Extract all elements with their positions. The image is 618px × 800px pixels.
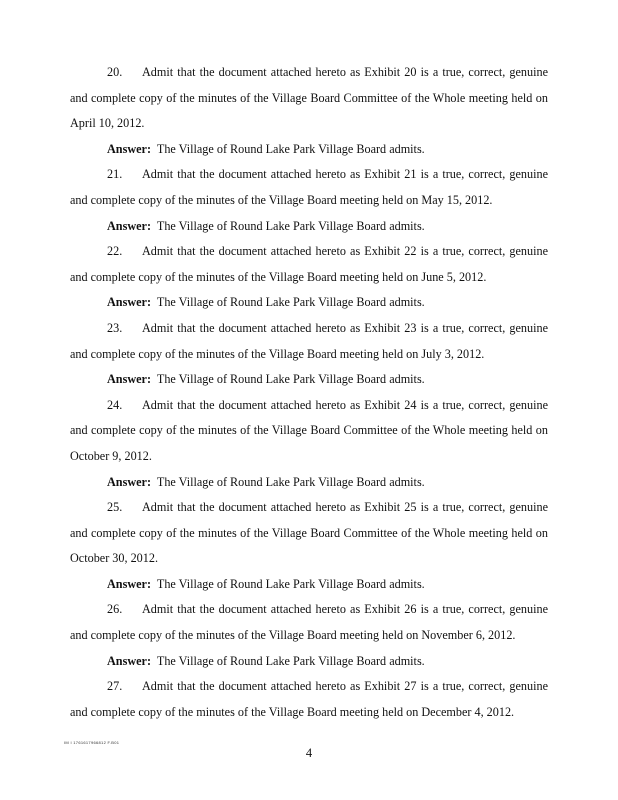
request-text: Admit that the document attached hereto as Exhibit 27 is a true, correct, genuine and complete copy of the minutes of the Village Board meeting held on December 4, 2012. (70, 679, 548, 719)
request-number: 27. (107, 679, 123, 694)
request-number: 20. (107, 65, 123, 79)
answer-label: Answer: (107, 653, 152, 668)
answer-label: Answer: (107, 372, 152, 387)
answer-26 (70, 649, 548, 675)
answer-text: The Village of Round Lake Park Village Board admits. (156, 218, 425, 233)
answer-text: The Village of Round Lake Park Village Board admits. (156, 141, 425, 156)
answer-text: The Village of Round Lake Park Village Board admits. (156, 576, 425, 591)
answer-20 (70, 137, 548, 163)
request-text: Admit that the document attached hereto as Exhibit 24 is a true, correct, genuine and complete copy of the minutes of the Village Board Committee of the Whole meeting held on October 9, 2012. (70, 397, 548, 463)
request-text: Admit that the document attached hereto as Exhibit 26 is a true, correct, genuine and complete copy of the minutes of the Village Board meeting held on November 6, 2012. (70, 602, 548, 643)
answer-text: The Village of Round Lake Park Village Board admits. (156, 372, 425, 387)
request-text: Admit that the document attached hereto as Exhibit 23 is a true, correct, genuine and complete copy of the minutes of the Village Board meeting held on July 3, 2012. (70, 320, 548, 361)
answer-label: Answer: (107, 576, 152, 591)
answer-label: Answer: (107, 295, 152, 310)
document-body (70, 60, 548, 725)
answer-label: Answer: (107, 474, 152, 489)
answer-21 (70, 214, 548, 240)
request-text: Admit that the document attached hereto as Exhibit 22 is a true, correct, genuine and complete copy of the minutes of the Village Board meeting held on June 5, 2012. (70, 244, 548, 284)
request-text: Admit that the document attached hereto as Exhibit 20 is a true, correct, genuine and complete copy of the minutes of the Village Board Committee of the Whole meeting held on April 10, 2012. (70, 65, 548, 131)
answer-label: Answer: (107, 141, 152, 156)
request-27 (70, 674, 548, 725)
request-24 (70, 393, 548, 470)
request-23 (70, 316, 548, 367)
request-20 (70, 60, 548, 137)
request-number: 25. (107, 500, 123, 515)
answer-23 (70, 367, 548, 393)
answer-label: Answer: (107, 218, 152, 233)
page-number: 4 (305, 746, 313, 760)
request-text: Admit that the document attached hereto as Exhibit 21 is a true, correct, genuine and complete copy of the minutes of the Village Board meeting held on May 15, 2012. (70, 167, 548, 207)
answer-text: The Village of Round Lake Park Village Board admits. (156, 295, 425, 310)
answer-22 (70, 290, 548, 316)
footer-document-id: IM I 1761617966812 F.B01 (64, 740, 120, 745)
answer-25 (70, 572, 548, 598)
request-22 (70, 239, 548, 290)
answer-24 (70, 470, 548, 496)
answer-text: The Village of Round Lake Park Village Board admits. (156, 653, 425, 668)
request-number: 22. (107, 244, 123, 259)
answer-text: The Village of Round Lake Park Village Board admits. (156, 474, 425, 489)
request-number: 23. (107, 320, 123, 335)
request-25 (70, 495, 548, 572)
request-26 (70, 597, 548, 648)
request-number: 21. (107, 167, 123, 182)
request-21 (70, 162, 548, 213)
request-text: Admit that the document attached hereto as Exhibit 25 is a true, correct, genuine and complete copy of the minutes of the Village Board Committee of the Whole meeting held on October 30, 2012. (70, 500, 548, 566)
request-number: 26. (107, 602, 123, 617)
request-number: 24. (107, 397, 123, 412)
